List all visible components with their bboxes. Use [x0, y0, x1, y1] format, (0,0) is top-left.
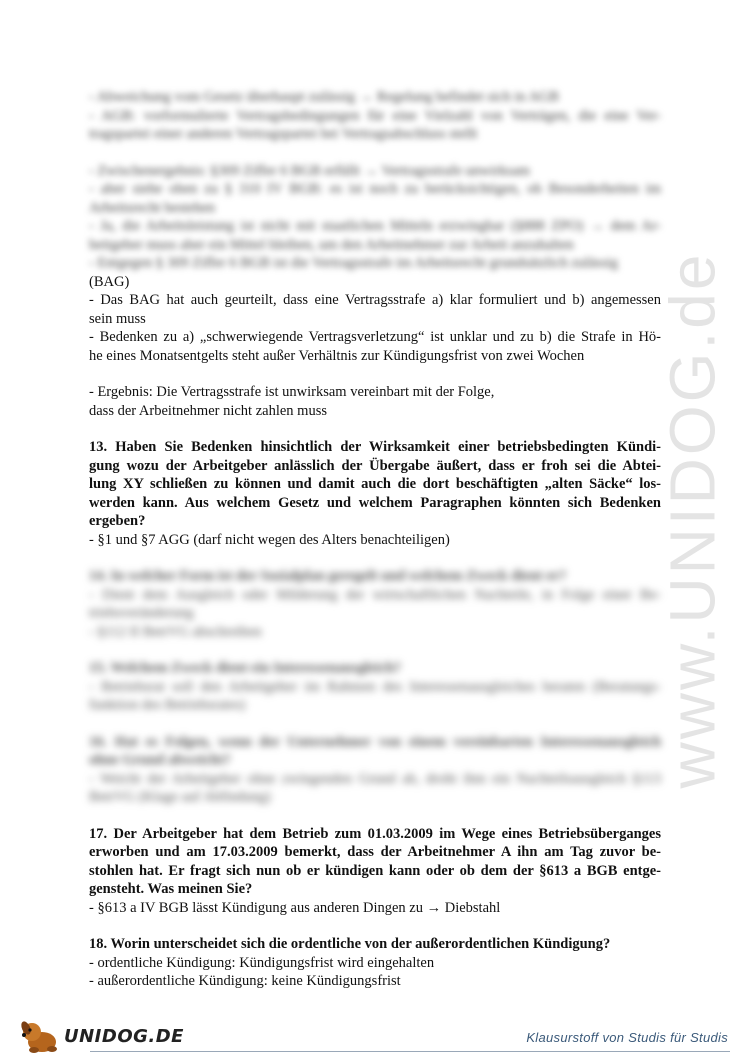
question-line: 14. In welcher Form ist der Sozialplan geregelt und welchem Zweck dient er? [89, 568, 567, 584]
text-line: - Ja, die Arbeitsleistung ist nicht mit staatlichen Mitteln erzwingbar (§888 ZPO) → dem Ar- [89, 218, 661, 234]
blurred-section-2 [89, 162, 661, 273]
question-line: gensteht. Was meinen Sie? [89, 881, 253, 897]
question-line: ohne Grund abweicht? [89, 752, 231, 768]
answer-line: - Betriebsrat soll den Arbeitgeber im Rahmen des Interessenausgleiches beraten (Beratungs- [89, 678, 661, 695]
question-17 [89, 825, 661, 918]
text-line: Arbeitsrecht bestehen [89, 199, 216, 216]
answer-line: - Dient dem Ausgleich oder Milderung der wirtschaftlichen Nachteile, in Folge einer Be- [89, 586, 661, 603]
answer-line: - §1 und §7 AGG (darf nicht wegen des Alters benachteiligen) [89, 531, 450, 548]
blurred-question-15 [89, 659, 661, 715]
question-line: 16. Hat es Folgen, wenn der Unternehmer von einem vereinbarten Interessenausgleich [89, 733, 661, 750]
clear-section-1 [89, 273, 661, 366]
blurred-question-16 [89, 733, 661, 807]
text-line: dass der Arbeitnehmer nicht zahlen muss [89, 402, 327, 419]
answer-line: - §112 II BetrVG abschreiben [89, 623, 262, 640]
answer-line: triebsveränderung [89, 605, 194, 621]
text-line: - Ergebnis: Die Vertragsstrafe ist unwirksam vereinbart mit der Folge, [89, 384, 495, 400]
answer-line: - §613 a IV BGB lässt Kündigung aus anderen Dingen zu → Diebstahl [89, 899, 501, 916]
text-line: - aber siehe oben zu § 310 IV BGB: es ist noch zu berücksichtigen, ob Besonderheiten im [89, 181, 661, 197]
text-line: sein muss [89, 310, 146, 327]
question-line: 13. Haben Sie Bedenken hinsichtlich der Wirksamkeit einer betriebsbedingten Kündi- [89, 439, 661, 455]
question-line: stohlen hat. Er fragt sich nun ob er kündigen kann oder ob dem der §613 a BGB entge- [89, 862, 661, 879]
answer-line: - Weicht der Arbeitgeber ohne zwingenden Grund ab, droht ihm ein Nachteilsausgleich §113 [89, 770, 661, 787]
blurred-section-1 [89, 88, 661, 144]
question-line: erworben und am 17.03.2009 bemerkt, dass der Arbeitnehmer A ihn am Tag zuvor be- [89, 844, 661, 860]
blurred-question-14 [89, 567, 661, 641]
question-line: ergeben? [89, 513, 146, 529]
clear-section-2 [89, 383, 661, 420]
text-line: he eines Monatsentgelts steht außer Verhältnis zur Kündigungsfrist von zwei Wochen [89, 347, 585, 364]
footer-rule [90, 1051, 730, 1052]
answer-line: BetrVG (Klage auf Abfindung) [89, 789, 271, 805]
question-line: gung wozu der Arbeitgeber anlässlich der Übergabe äußert, dass er froh sei die Abtei- [89, 457, 661, 474]
answer-line: - ordentliche Kündigung: Kündigungsfrist wird eingehalten [89, 954, 435, 971]
text-line: - Zwischenergebnis: §309 Ziffer 6 BGB erfüllt → Vertragsstrafe unwirksam [89, 162, 530, 179]
watermark-text: www.UNIDOG.de [656, 251, 728, 789]
question-line: 15. Welchem Zweck dient ein Interessenausgleich? [89, 660, 402, 676]
unidog-logo [18, 1018, 184, 1054]
logo-text: UNIDOG.DE [64, 1025, 184, 1047]
footer-tagline: Klausurstoff von Studis für Studis [526, 1030, 728, 1045]
answer-line: - außerordentliche Kündigung: keine Kündigungsfrist [89, 973, 401, 989]
question-line: 17. Der Arbeitgeber hat dem Betrieb zum 01.03.2009 im Wege eines Betriebsüberganges [89, 825, 661, 842]
question-line: lung XY schließen zu können und damit auch die dort beschäftigten „alten Säcke“ los- [89, 476, 661, 492]
text-line: - Das BAG hat auch geurteilt, dass eine Vertragsstrafe a) klar formuliert und b) angemessen [89, 292, 661, 308]
text-line: (BAG) [89, 273, 130, 290]
question-13 [89, 438, 661, 549]
text-line: - Abweichung vom Gesetz überhaupt zulässig → Regelung befindet sich in AGB [89, 89, 559, 105]
question-line: 18. Worin unterscheidet sich die ordentliche von der außerordentlichen Kündigung? [89, 936, 611, 952]
question-line: werden kann. Aus welchem Gesetz und welchem Paragraphen könnten sich Bedenken [89, 494, 661, 511]
text-line: beitgeber muss aber ein Mittel bleiben, um den Arbeitnehmer zur Arbeit anzuhalten [89, 236, 574, 253]
document-page [89, 88, 661, 991]
answer-line: funktion des Betriebsrates) [89, 697, 246, 713]
text-line: tragspartei einer anderen Vertragspartei bei Vertragsabschluss stellt [89, 126, 478, 142]
dog-mascot-icon [18, 1018, 62, 1054]
question-18 [89, 935, 661, 991]
text-line: - Bedenken zu a) „schwerwiegende Vertragsverletzung“ ist unklar und zu b) die Strafe in Hö- [89, 329, 661, 345]
text-line: - Entgegen § 309 Ziffer 6 BGB ist die Vertragsstrafe im Arbeitsrecht grundsätzlich zulässig [89, 255, 618, 271]
text-line: - AGB: vorformulierte Vertragsbedingungen für eine Vielzahl von Verträgen, die eine Ver- [89, 107, 661, 124]
